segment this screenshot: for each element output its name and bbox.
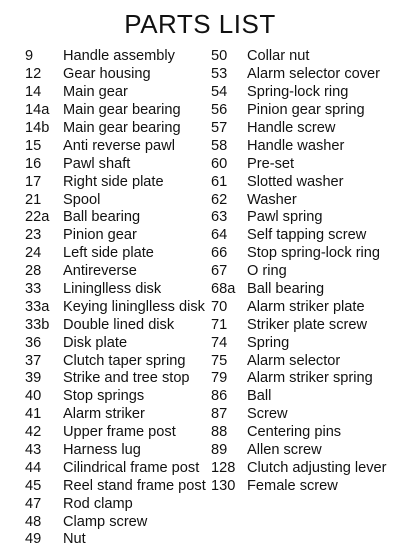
part-name: Rod clamp <box>63 495 133 512</box>
part-row <box>25 513 206 531</box>
part-row <box>211 477 387 495</box>
part-row <box>211 173 387 191</box>
part-number: 64 <box>211 227 228 244</box>
part-row <box>25 245 206 263</box>
part-row <box>25 209 206 227</box>
part-number: 28 <box>25 263 42 280</box>
part-name: Ball bearing <box>247 281 325 298</box>
part-number: 79 <box>211 370 228 387</box>
part-number: 22a <box>25 209 50 226</box>
part-name: Right side plate <box>63 173 164 190</box>
part-name: Spool <box>63 191 101 208</box>
part-row <box>211 352 387 370</box>
part-row <box>211 334 387 352</box>
part-name: Allen screw <box>247 442 322 459</box>
part-number: 43 <box>25 442 42 459</box>
part-number: 14a <box>25 102 50 119</box>
part-row <box>211 120 387 138</box>
part-name: Double lined disk <box>63 316 175 333</box>
part-number: 17 <box>25 173 42 190</box>
part-number: 70 <box>211 298 228 315</box>
part-name: Harness lug <box>63 442 141 459</box>
part-row <box>25 388 206 406</box>
part-row <box>211 298 387 316</box>
part-name: Alarm selector <box>247 352 341 369</box>
part-name: O ring <box>247 263 287 280</box>
part-number: 21 <box>25 191 42 208</box>
part-name: Ball <box>247 388 272 405</box>
part-name: Gear housing <box>63 66 151 83</box>
part-name: Left side plate <box>63 245 154 262</box>
part-row <box>211 281 387 299</box>
part-number: 44 <box>25 459 42 476</box>
part-number: 36 <box>25 334 42 351</box>
part-row <box>25 191 206 209</box>
part-row <box>211 66 387 84</box>
part-name: Pre-set <box>247 155 295 172</box>
part-row <box>211 388 387 406</box>
part-row <box>25 442 206 460</box>
part-number: 14 <box>25 84 42 101</box>
part-row <box>25 137 206 155</box>
page-title: PARTS LIST <box>124 9 276 39</box>
part-row <box>211 102 387 120</box>
part-number: 33 <box>25 281 42 298</box>
part-name: Alarm striker <box>63 406 145 423</box>
part-row <box>25 406 206 424</box>
part-name: Washer <box>247 191 297 208</box>
part-name: Pawl shaft <box>63 155 131 172</box>
part-name: Alarm selector cover <box>247 66 381 83</box>
part-name: Collar nut <box>247 48 310 65</box>
part-name: Slotted washer <box>247 173 344 190</box>
part-row <box>211 84 387 102</box>
part-number: 54 <box>211 84 228 101</box>
part-name: Handle assembly <box>63 48 175 65</box>
part-number: 71 <box>211 316 228 333</box>
part-number: 42 <box>25 424 42 441</box>
part-name: Alarm striker plate <box>247 298 365 315</box>
part-name: Spring-lock ring <box>247 84 349 101</box>
part-name: Clutch taper spring <box>63 352 186 369</box>
part-name: Clutch adjusting lever <box>247 459 387 476</box>
part-row <box>211 316 387 334</box>
part-number: 12 <box>25 66 42 83</box>
part-name: Nut <box>63 531 86 548</box>
part-name: Female screw <box>247 477 338 494</box>
part-row <box>211 48 387 66</box>
part-name: Anti reverse pawl <box>63 137 175 154</box>
part-number: 62 <box>211 191 228 208</box>
part-name: Main gear bearing <box>63 102 181 119</box>
part-row <box>211 155 387 173</box>
part-row <box>25 281 206 299</box>
parts-list-left-column <box>25 48 206 549</box>
part-number: 47 <box>25 495 42 512</box>
part-number: 86 <box>211 388 228 405</box>
part-row <box>211 137 387 155</box>
part-number: 23 <box>25 227 42 244</box>
part-name: Clamp screw <box>63 513 148 530</box>
part-name: Reel stand frame post <box>63 477 206 494</box>
part-row <box>25 477 206 495</box>
part-number: 14b <box>25 120 50 136</box>
part-name: Striker plate screw <box>247 316 368 333</box>
part-row <box>25 84 206 102</box>
part-name: Antireverse <box>63 263 137 280</box>
part-name: Lininglless disk <box>63 281 162 298</box>
part-number: 33a <box>25 298 50 315</box>
part-name: Disk plate <box>63 334 128 351</box>
part-number: 74 <box>211 334 228 351</box>
part-name: Centering pins <box>247 424 342 441</box>
part-number: 61 <box>211 173 228 190</box>
part-number: 89 <box>211 442 228 459</box>
part-name: Cilindrical frame post <box>63 459 200 476</box>
part-number: 87 <box>211 406 228 423</box>
part-name: Stop springs <box>63 388 145 405</box>
part-name: Pinion gear spring <box>247 102 365 119</box>
part-name: Main gear bearing <box>63 120 181 136</box>
part-row <box>25 316 206 334</box>
part-row <box>211 263 387 281</box>
part-number: 53 <box>211 66 228 83</box>
part-row <box>211 245 387 263</box>
part-row <box>211 424 387 442</box>
part-name: Pawl spring <box>247 209 323 226</box>
part-row <box>25 102 206 120</box>
part-number: 66 <box>211 245 228 262</box>
part-number: 75 <box>211 352 228 369</box>
part-row <box>211 227 387 245</box>
part-number: 40 <box>25 388 42 405</box>
part-number: 88 <box>211 424 228 441</box>
part-name: Alarm striker spring <box>247 370 373 387</box>
part-row <box>25 263 206 281</box>
part-name: Handle washer <box>247 137 345 154</box>
part-number: 37 <box>25 352 42 369</box>
part-name: Ball bearing <box>63 209 141 226</box>
part-row <box>25 155 206 173</box>
part-row <box>25 495 206 513</box>
part-name: Handle screw <box>247 120 336 136</box>
part-row <box>211 209 387 227</box>
part-name: Pinion gear <box>63 227 137 244</box>
part-number: 39 <box>25 370 42 387</box>
part-name: Main gear <box>63 84 128 101</box>
part-number: 57 <box>211 120 228 136</box>
part-name: Self tapping screw <box>247 227 367 244</box>
part-number: 58 <box>211 137 228 154</box>
part-row <box>25 334 206 352</box>
part-number: 48 <box>25 513 42 530</box>
part-number: 67 <box>211 263 228 280</box>
part-row <box>25 48 206 66</box>
part-row <box>211 459 387 477</box>
part-number: 68a <box>211 281 236 298</box>
part-number: 15 <box>25 137 42 154</box>
part-row <box>25 173 206 191</box>
part-row <box>211 370 387 388</box>
part-row <box>211 442 387 460</box>
part-number: 24 <box>25 245 42 262</box>
part-name: Upper frame post <box>63 424 176 441</box>
part-number: 128 <box>211 459 236 476</box>
part-row <box>25 370 206 388</box>
part-row <box>25 120 206 138</box>
part-number: 41 <box>25 406 42 423</box>
part-row <box>25 424 206 442</box>
part-number: 63 <box>211 209 228 226</box>
part-number: 16 <box>25 155 42 172</box>
part-row <box>25 531 206 549</box>
part-number: 50 <box>211 48 228 65</box>
part-name: Strike and tree stop <box>63 370 190 387</box>
part-number: 45 <box>25 477 42 494</box>
part-row <box>211 406 387 424</box>
part-number: 49 <box>25 531 42 548</box>
parts-list-right-column <box>211 48 387 495</box>
part-row <box>25 352 206 370</box>
part-row <box>25 459 206 477</box>
part-name: Spring <box>247 334 290 351</box>
part-number: 60 <box>211 155 228 172</box>
part-number: 33b <box>25 316 50 333</box>
part-name: Stop spring-lock ring <box>247 245 381 262</box>
part-row <box>211 191 387 209</box>
part-number: 56 <box>211 102 228 119</box>
part-number: 130 <box>211 477 236 494</box>
part-row <box>25 298 206 316</box>
part-row <box>25 66 206 84</box>
part-name: Screw <box>247 406 288 423</box>
part-number: 9 <box>25 48 34 65</box>
part-name: Keying lininglless disk <box>63 298 205 315</box>
part-row <box>25 227 206 245</box>
